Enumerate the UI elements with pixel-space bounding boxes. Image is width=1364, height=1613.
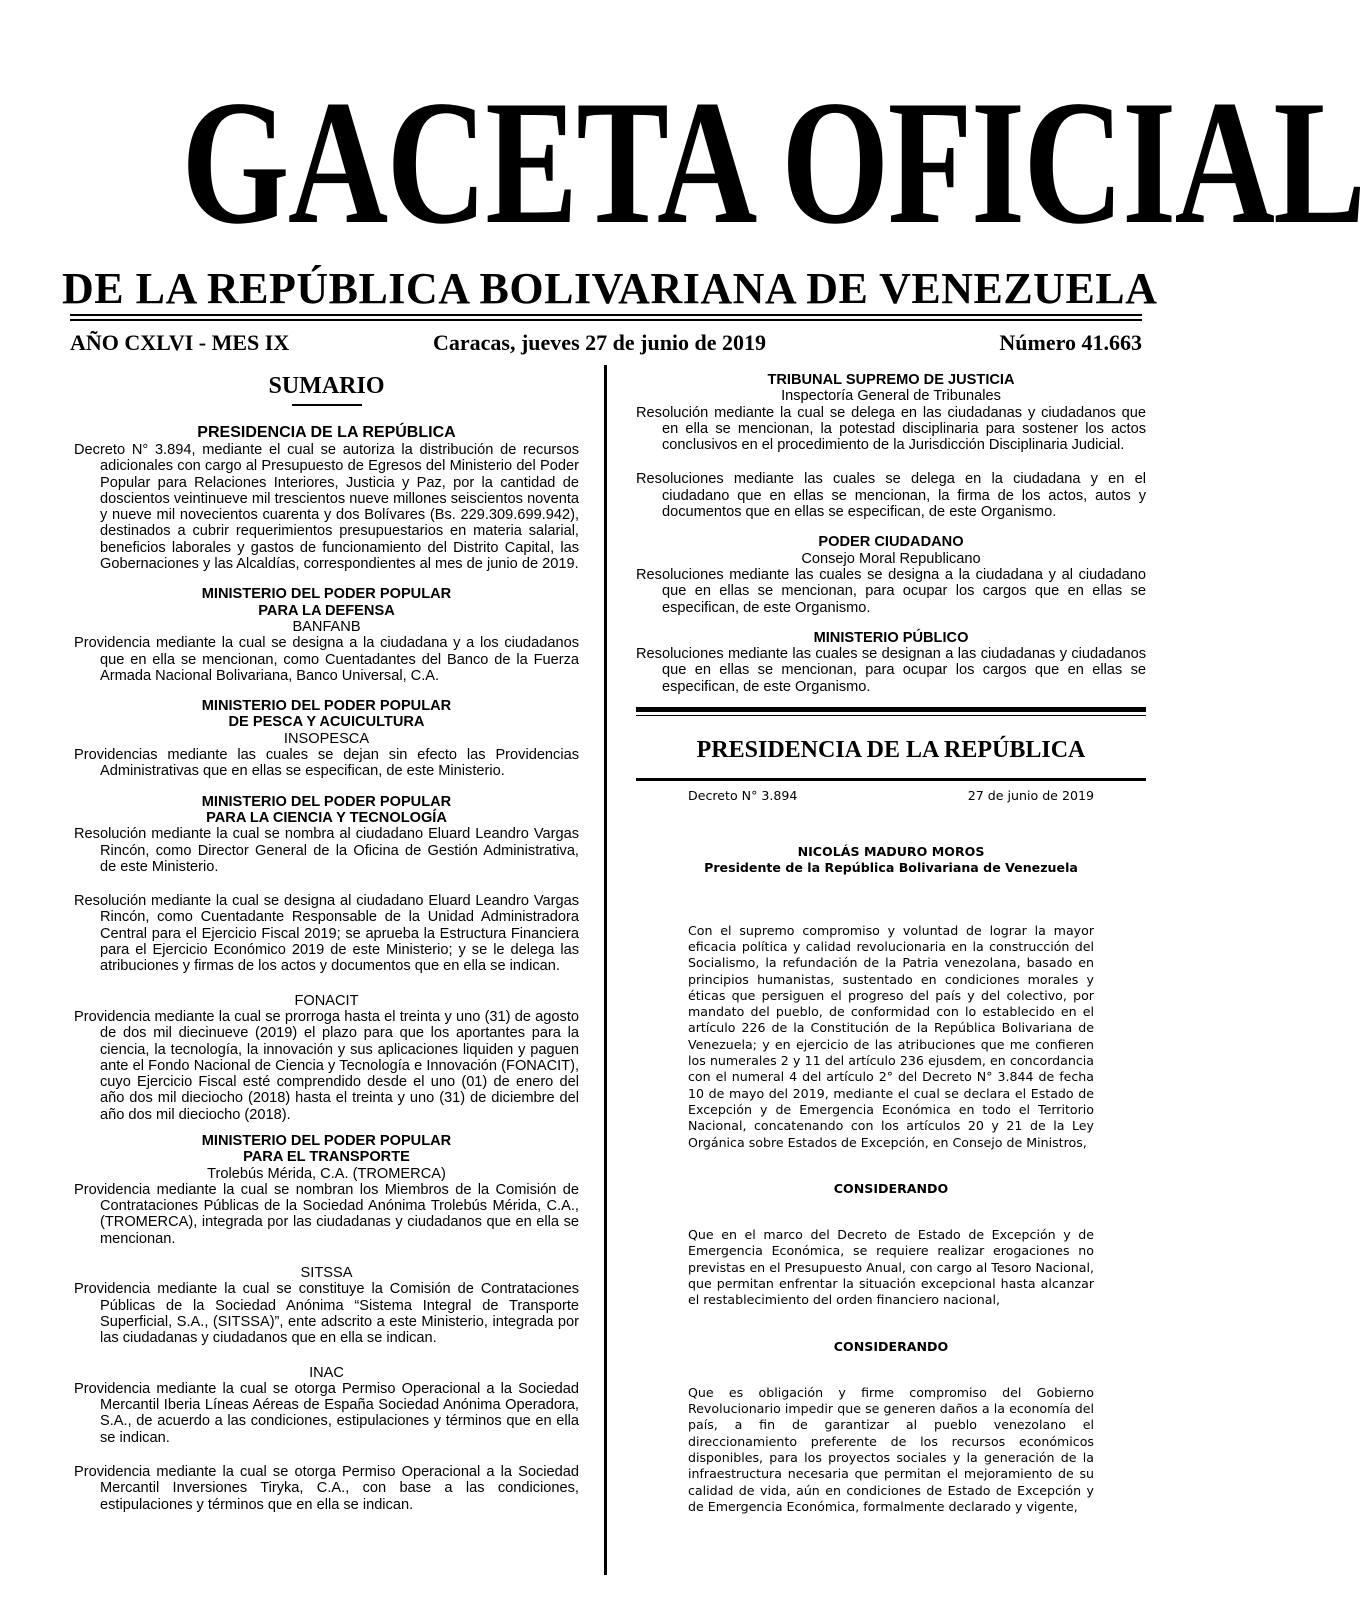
sumario-entry: Providencia mediante la cual se constituye la Comisión de Contrataciones Públicas de la Sociedad Anónima “Sistema Integral de Transporte Superficial, S.A., (SITSSA)”, ente adscrito a este Ministerio, integrada por las ciudadanas y ciudadanos que en ella se indican. <box>74 1281 579 1347</box>
section-subheading: INSOPESCA <box>283 730 370 747</box>
sumario-entry: Resoluciones mediante las cuales se designa a la ciudadana y al ciudadano que en ellas se mencionan, para ocupar los cargos que en ellas se especifican, de este Organismo. <box>636 566 1146 616</box>
section-heading: PARA LA DEFENSA <box>258 602 395 619</box>
decree-body <box>636 788 1146 1515</box>
section-subheading: INAC <box>309 1364 344 1381</box>
decree-date: 27 de junio de 2019 <box>967 788 1094 804</box>
sumario-entry: Providencias mediante las cuales se dejan sin efecto las Providencias Administrativas que en ellas se especifican, de este Ministerio. <box>74 747 579 780</box>
sumario-entry: Resoluciones mediante las cuales se delega en la ciudadana y en el ciudadano que en ellas se mencionan, la firma de los actos, autos y documentos que en ellas se especifican, de este Organismo. <box>636 471 1146 521</box>
considerando-label: CONSIDERANDO <box>833 1180 949 1196</box>
header-rule-top <box>70 314 1142 316</box>
decree-section-rule <box>636 778 1146 781</box>
section-subheading: Trolebús Mérida, C.A. (TROMERCA) <box>207 1165 446 1182</box>
decree-author-role: Presidente de la República Bolivariana de Venezuela <box>704 860 1078 876</box>
issue-number: Número 41.663 <box>999 330 1142 355</box>
section-heading: PARA EL TRANSPORTE <box>243 1149 410 1166</box>
issue-year: AÑO CXLVI - MES IX <box>70 330 290 355</box>
sumario-entry: Resolución mediante la cual se nombra al ciudadano Eluard Leandro Vargas Rincón, como Director General de la Oficina de Gestión Administrativa, de este Ministerio. <box>74 826 579 875</box>
section-heading: PODER CIUDADANO <box>818 534 964 551</box>
sumario-left-column <box>74 372 579 1513</box>
section-heading: MINISTERIO DEL PODER POPULAR <box>201 698 452 715</box>
sumario-entry: Providencia mediante la cual se nombran los Miembros de la Comisión de Contrataciones Públicas de la Sociedad Anónima Trolebús Mérida, C.A., (TROMERCA), integrada por las ciudadanas y ciudadanos que en ella se mencionan. <box>74 1181 579 1247</box>
masthead-title: GACETA OFICIAL <box>181 63 1364 261</box>
section-heading: DE PESCA Y ACUICULTURA <box>228 714 425 731</box>
section-heading: PARA LA CIENCIA Y TECNOLOGÍA <box>206 809 447 826</box>
sumario-entry: Providencia mediante la cual se prorroga hasta el treinta y uno (31) de agosto de dos mil diecinueve (2019) el plazo para que los aportantes para la ciencia, la tecnología, la innovación y sus aplicaciones liquiden y paguen ante el Fondo Nacional de Ciencia y Tecnología e Innovación (FONACIT), cuyo Ejercicio Fiscal esté comprendido desde el uno (01) de enero del año dos mil dieciocho (2018) hasta el treinta y uno (31) de diciembre del año dos mil dieciocho (2018). <box>74 1008 579 1123</box>
considerando-text: Que es obligación y firme compromiso del Gobierno Revolucionario impedir que se generen daños a la economía del país, a fin de garantizar al pueblo venezolano el direccionamiento preferente de los recursos económicos disponibles, para los proyectos sociales y la generación de la infraestructura necesaria que permitan el mejoramiento de su calidad de vida, aún en condiciones de Estado de Excepción y de Emergencia Económica, formalmente declarado y vigente, <box>688 1384 1094 1514</box>
section-heading: MINISTERIO DEL PODER POPULAR <box>201 793 452 810</box>
sumario-entry: Resoluciones mediante las cuales se designan a las ciudadanas y ciudadanos que en ellas se mencionan, para ocupar los cargos que en ellas se especifican, de este Organismo. <box>636 646 1146 695</box>
sumario-entry: Resolución mediante la cual se delega en las ciudadanas y ciudadanos que en ella se mencionan, la potestad disciplinaria para sostener los actos conclusivos en el procedimiento de la Jurisdicción Disciplinaria Judicial. <box>636 404 1146 454</box>
section-subheading: FONACIT <box>294 992 359 1009</box>
section-subheading: SITSSA <box>300 1265 353 1282</box>
sumario-entry: Resolución mediante la cual se designa al ciudadano Eluard Leandro Vargas Rincón, como Cuentadante Responsable de la Unidad Administradora Central para el Ejercicio Fiscal 2019; se aprueba la Estructura Financiera para el Ejercicio Económico 2019 de este Ministerio; y se le delega las atribuciones y firmas de los actos y documentos que en ella se indican. <box>74 893 579 975</box>
sumario-entry: Providencia mediante la cual se otorga Permiso Operacional a la Sociedad Mercantil Inversiones Tiryka, C.A., con base a las condiciones, estipulaciones y términos que en ella se indican. <box>74 1464 579 1513</box>
section-subheading: Inspectoría General de Tribunales <box>781 388 1001 405</box>
masthead-subtitle: DE LA REPÚBLICA BOLIVARIANA DE VENEZUELA <box>62 264 1158 313</box>
section-rule-thick <box>636 707 1146 712</box>
decree-number: Decreto N° 3.894 <box>688 788 798 804</box>
considerando-text: Que en el marco del Decreto de Estado de Excepción y de Emergencia Económica, se requiere realizar erogaciones no previstas en el Presupuesto Anual, con cargo al Tesoro Nacional, que permitan enfrentar la situación excepcional hasta alcanzar el restablecimiento del orden financiero nacional, <box>688 1227 1094 1308</box>
section-heading: MINISTERIO PÚBLICO <box>813 629 969 646</box>
section-subheading: Consejo Moral Republicano <box>801 550 981 567</box>
masthead <box>62 62 1364 316</box>
sumario-right-column <box>636 372 1146 1515</box>
section-subheading: BANFANB <box>292 618 361 635</box>
section-heading: MINISTERIO DEL PODER POPULAR <box>201 586 452 603</box>
section-heading: TRIBUNAL SUPREMO DE JUSTICIA <box>767 372 1015 388</box>
section-heading: MINISTERIO DEL PODER POPULAR <box>201 1132 452 1149</box>
decree-preamble: Con el supremo compromiso y voluntad de lograr la mayor eficacia política y calidad revolucionaria en la construcción del Socialismo, la refundación de la Patria venezolana, basado en principios humanistas, sustentado en condiciones morales y éticas que persiguen el progreso del país y del colectivo, por mandato del pueblo, de conformidad con lo establecido en el artículo 226 de la Constitución de la República Bolivariana de Venezuela; y en ejercicio de las atribuciones que me confieren los numerales 2 y 11 del artículo 236 ejusdem, en concordancia con el numeral 4 del artículo 2° del Decreto N° 3.844 de fecha 10 de mayo del 2019, mediante el cual se declara el Estado de Excepción y de Emergencia Económica en todo el Territorio Nacional, concatenando con los artículos 20 y 21 de la Ley Orgánica sobre Estados de Excepción, en Consejo de Ministros, <box>688 922 1094 1150</box>
sumario-underline <box>292 404 362 406</box>
considerando-label: CONSIDERANDO <box>833 1338 949 1354</box>
sumario-entry: Decreto N° 3.894, mediante el cual se autoriza la distribución de recursos adicionales con cargo al Presupuesto de Egresos del Ministerio del Poder Popular para Relaciones Interiores, Justicia y Paz, por la cantidad de doscientos veintinueve mil trescientos nueve millones seiscientos noventa y nueve mil novecientos cuarenta y dos Bolívares (Bs. 229.309.699.942), destinados a cubrir requerimientos presupuestarios en materia salarial, beneficios laborales y gastos de funcionamiento del Distrito Capital, las Gobernaciones y las Alcaldías, correspondientes al mes de junio de 2019. <box>74 442 579 573</box>
issue-infobar <box>70 330 1142 360</box>
decree-section-title: PRESIDENCIA DE LA REPÚBLICA <box>696 737 1086 764</box>
sumario-entry: Providencia mediante la cual se otorga Permiso Operacional a la Sociedad Mercantil Iberia Líneas Aéreas de España Sociedad Anónima Operadora, S.A., de acuerdo a las condiciones, estipulaciones y términos que en ella se indican. <box>74 1380 579 1446</box>
column-divider <box>604 365 607 1575</box>
section-rule-thin <box>636 715 1146 716</box>
sumario-title: SUMARIO <box>268 373 385 399</box>
decree-header <box>688 788 1094 806</box>
issue-date: Caracas, jueves 27 de junio de 2019 <box>433 330 767 355</box>
section-heading: PRESIDENCIA DE LA REPÚBLICA <box>197 424 456 441</box>
header-rule-bottom <box>70 319 1142 321</box>
sumario-entry: Providencia mediante la cual se designa a la ciudadana y a los ciudadanos que en ella se mencionan, como Cuentadantes del Banco de la Fuerza Armada Nacional Bolivariana, Banco Universal, C.A. <box>74 635 579 684</box>
decree-author-name: NICOLÁS MADURO MOROS <box>797 844 985 860</box>
